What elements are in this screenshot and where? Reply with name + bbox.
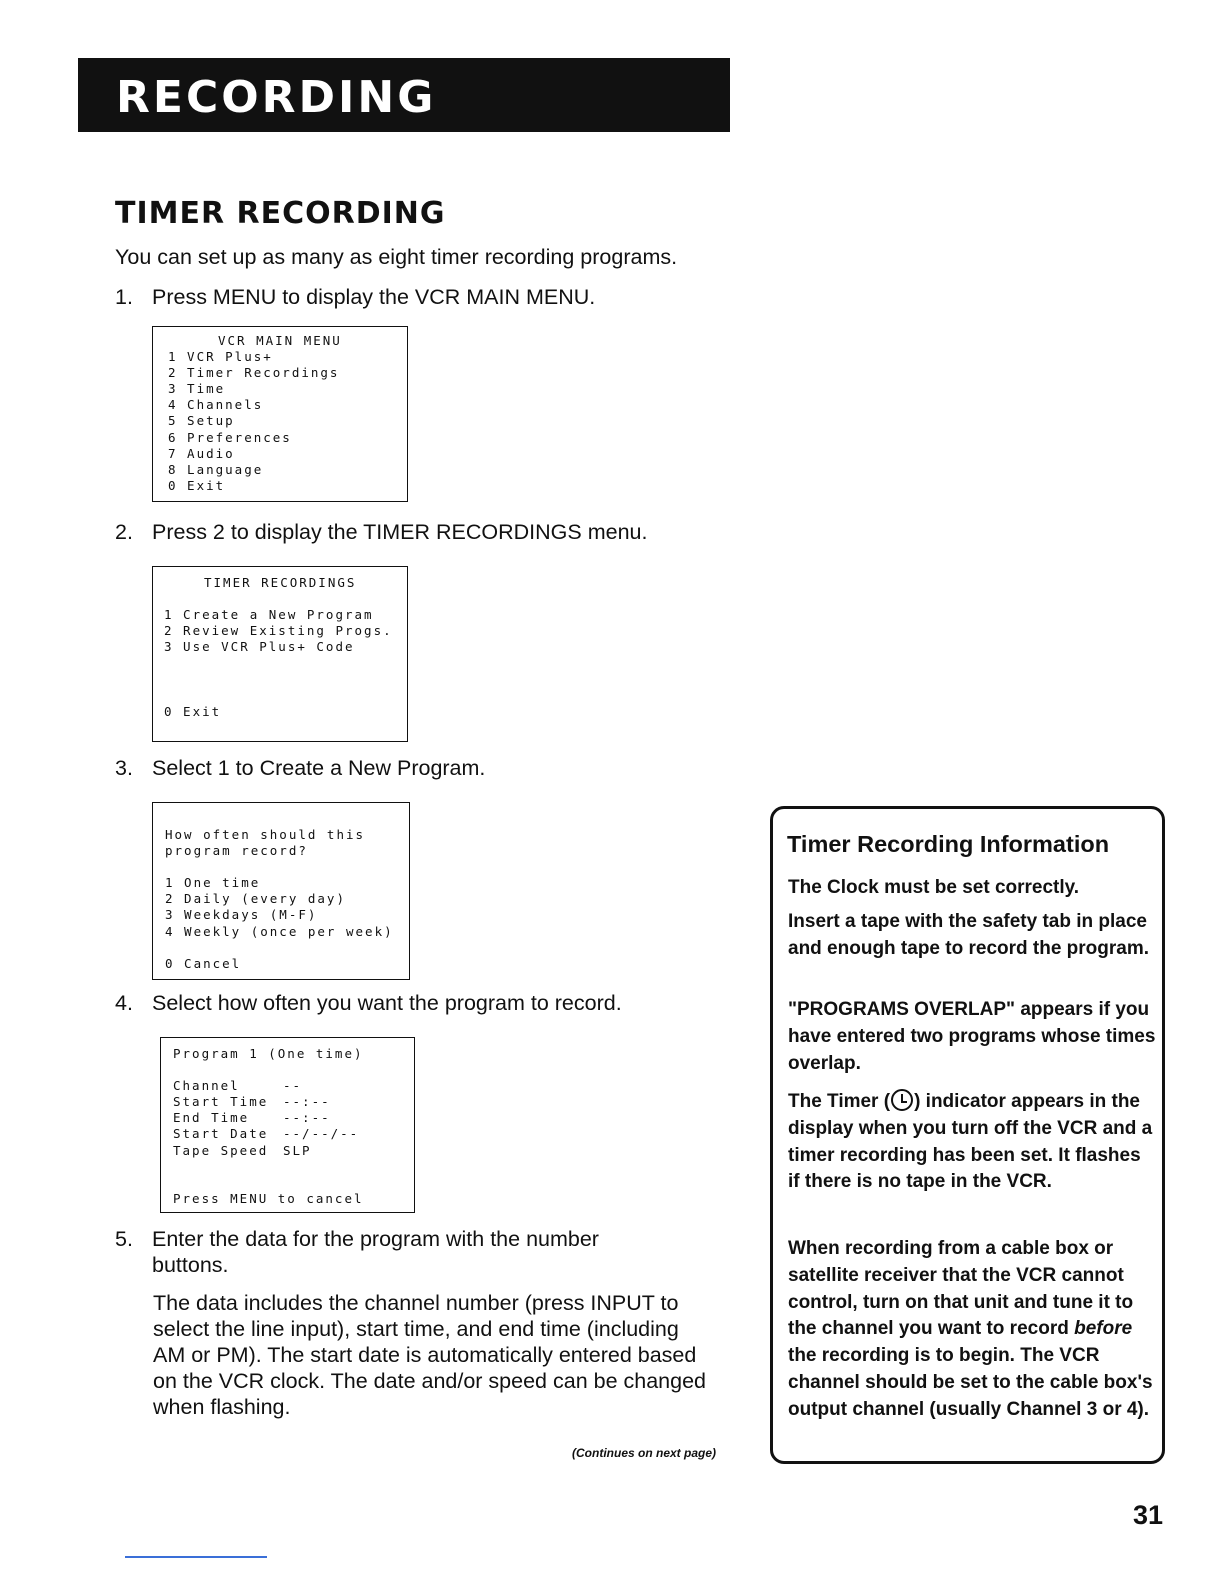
screen-footer: Press MENU to cancel bbox=[173, 1190, 364, 1206]
field-value: SLP bbox=[283, 1142, 312, 1158]
menu-item: 4 Weekly (once per week) bbox=[165, 923, 394, 939]
step-number: 2. bbox=[115, 520, 133, 544]
detail-line: The data includes the channel number (press INPUT to bbox=[153, 1291, 679, 1315]
detail-line: on the VCR clock. The date and/or speed can be changed bbox=[153, 1369, 707, 1393]
field-label: Start Date bbox=[173, 1126, 269, 1142]
field-row bbox=[173, 1094, 414, 1110]
continues-note: (Continues on next page) bbox=[572, 1446, 716, 1460]
menu-item: 5 Setup bbox=[168, 413, 235, 429]
field-row bbox=[173, 1078, 414, 1094]
field-label: End Time bbox=[173, 1110, 250, 1126]
menu-item: 2 Timer Recordings bbox=[168, 365, 340, 381]
record-frequency-screen bbox=[152, 802, 410, 980]
intro-text: You can set up as many as eight timer recording programs. bbox=[115, 245, 678, 269]
menu-item: 1 VCR Plus+ bbox=[168, 349, 273, 365]
info-emphasis: before bbox=[1074, 1318, 1133, 1340]
menu-item-cancel: 0 Cancel bbox=[165, 955, 242, 971]
vcr-main-menu-screen bbox=[152, 326, 408, 502]
menu-item: 2 Review Existing Progs. bbox=[164, 623, 393, 639]
detail-line: select the line input), start time, and end time (including bbox=[153, 1317, 679, 1341]
menu-item: 3 Time bbox=[168, 381, 226, 397]
chapter-banner bbox=[78, 58, 730, 132]
menu-item: 1 Create a New Program bbox=[164, 607, 374, 623]
field-row bbox=[173, 1143, 414, 1159]
step-text: buttons. bbox=[152, 1253, 229, 1277]
step-text: Enter the data for the program with the number bbox=[152, 1227, 599, 1251]
field-value: --:-- bbox=[283, 1110, 331, 1126]
menu-item: 6 Preferences bbox=[168, 429, 292, 445]
field-value: -- bbox=[283, 1078, 303, 1094]
step-5-detail bbox=[153, 1290, 753, 1420]
menu-item: 2 Daily (every day) bbox=[165, 891, 346, 907]
program-entry-screen bbox=[160, 1037, 415, 1213]
menu-item: 3 Use VCR Plus+ Code bbox=[164, 639, 355, 655]
field-row bbox=[173, 1110, 414, 1126]
timer-recordings-screen bbox=[152, 566, 408, 742]
page-number: 31 bbox=[1133, 1500, 1164, 1530]
menu-item-exit: 0 Exit bbox=[164, 703, 222, 719]
step-text: Select how often you want the program to record. bbox=[152, 991, 622, 1015]
menu-item: 1 One time bbox=[165, 875, 261, 891]
info-paragraph bbox=[788, 1089, 1156, 1196]
detail-line: AM or PM). The start date is automatically entered based bbox=[153, 1343, 697, 1367]
menu-item: 0 Exit bbox=[168, 477, 226, 493]
step-number: 1. bbox=[115, 285, 133, 309]
field-row bbox=[173, 1126, 414, 1142]
menu-item: 8 Language bbox=[168, 461, 264, 477]
step-number: 4. bbox=[115, 991, 133, 1015]
section-title: TIMER RECORDING bbox=[115, 196, 446, 231]
screen-question: program record? bbox=[165, 843, 308, 859]
field-value: --/--/-- bbox=[283, 1126, 360, 1142]
footer-rule bbox=[125, 1556, 267, 1558]
info-paragraph bbox=[788, 1236, 1156, 1424]
field-label: Start Time bbox=[173, 1094, 269, 1110]
screen-title: TIMER RECORDINGS bbox=[204, 575, 357, 590]
field-label: Tape Speed bbox=[173, 1142, 269, 1158]
menu-item: 4 Channels bbox=[168, 397, 264, 413]
detail-line: when flashing. bbox=[153, 1395, 291, 1419]
info-text: The Timer ( bbox=[788, 1091, 891, 1112]
screen-question: How often should this bbox=[165, 827, 366, 842]
info-text: ) indicator appears in the display when you turn off the VCR and a timer recording has been set. It flashes if there is no tape in the VCR. bbox=[788, 1091, 1153, 1193]
step-number: 3. bbox=[115, 756, 133, 780]
info-text: When recording from a cable box or satellite receiver that the VCR cannot control, turn on that unit and tune it to the channel you want to record bbox=[788, 1238, 1134, 1340]
step-number: 5. bbox=[115, 1227, 133, 1251]
info-paragraph: "PROGRAMS OVERLAP" appears if you have entered two programs whose times overlap. bbox=[788, 999, 1156, 1074]
info-paragraph: The Clock must be set correctly. bbox=[788, 877, 1080, 898]
menu-item: 7 Audio bbox=[168, 445, 235, 461]
info-paragraph: Insert a tape with the safety tab in place and enough tape to record the program. bbox=[788, 911, 1150, 959]
step-text: Select 1 to Create a New Program. bbox=[152, 756, 486, 780]
screen-title: Program 1 (One time) bbox=[173, 1046, 364, 1061]
screen-title: VCR MAIN MENU bbox=[218, 333, 342, 348]
field-label: Channel bbox=[173, 1078, 240, 1094]
chapter-title: RECORDING bbox=[116, 72, 437, 123]
info-text: the recording is to begin. The VCR channel should be set to the cable box's output channel (usually Channel 3 or 4). bbox=[788, 1345, 1153, 1420]
field-value: --:-- bbox=[283, 1094, 331, 1110]
step-text: Press 2 to display the TIMER RECORDINGS menu. bbox=[152, 520, 648, 544]
menu-item: 3 Weekdays (M-F) bbox=[165, 907, 318, 923]
info-box-title: Timer Recording Information bbox=[787, 831, 1110, 857]
timer-info-box bbox=[770, 806, 1165, 1464]
step-text: Press MENU to display the VCR MAIN MENU. bbox=[152, 285, 596, 309]
timer-clock-icon bbox=[891, 1089, 913, 1111]
